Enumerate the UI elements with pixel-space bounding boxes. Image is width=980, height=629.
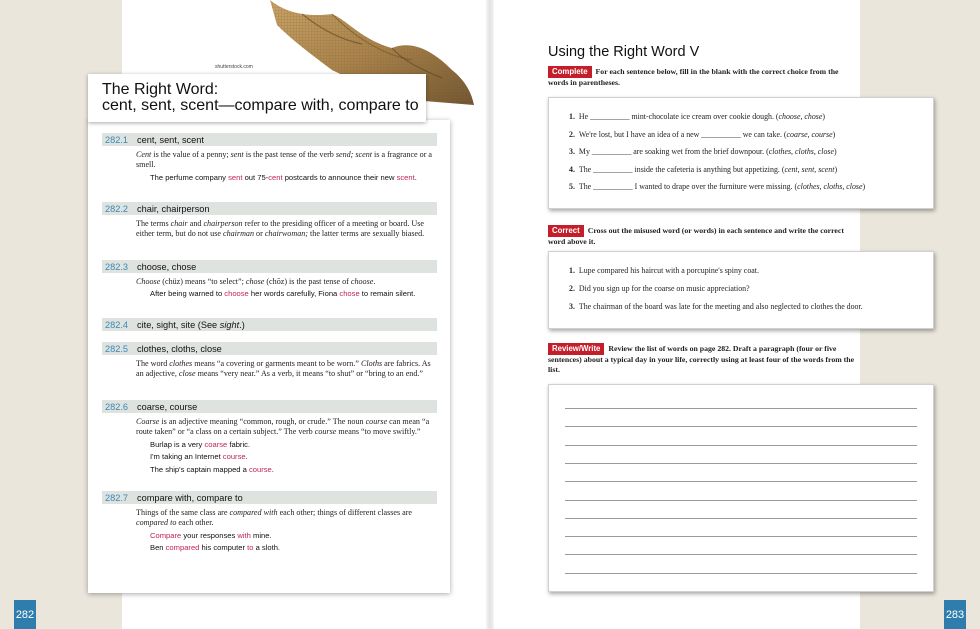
entry-header [102,491,437,504]
text-run: means “very near.” As a verb, it means “to shut” or “bring to an end.” [195,369,424,379]
entry-definition [136,508,436,529]
italic-term: chose [245,277,265,286]
correct-label: Correct [548,225,584,237]
highlighted-word: choose [224,289,249,299]
item-number: 2. [569,284,575,293]
text-run: (chüz) means “to select”; [160,277,246,286]
page-number-right: 283 [944,600,966,629]
item-text: The chairman of the board was late for the meeting and also neglected to clothes the door. [578,302,863,311]
item-number: 3. [569,302,575,311]
entry-282-5 [102,342,437,380]
entry-definition [136,359,436,380]
entry-282-1 [102,133,437,183]
correct-box [548,251,934,329]
text-run: and [187,219,204,228]
text-run: I'm taking an Internet [150,452,223,462]
entry-header [102,400,437,413]
highlighted-word: with [237,530,251,540]
page-number-left: 282 [14,600,36,629]
highlighted-word: compared [165,543,200,553]
highlighted-word: cent [268,172,283,182]
writing-line [565,554,917,555]
text-run: Things of the same class are [136,508,230,517]
title-card [88,74,426,122]
entry-title-text: choose, chose [137,261,197,272]
complete-label: Complete [548,66,592,78]
example-sentence [150,465,430,476]
italic-term: chairperson [203,219,243,228]
italic-term: close [178,369,196,379]
complete-item [569,182,865,191]
entry-title-text: cent, sent, scent [137,134,204,145]
text-run: Ben [150,543,166,553]
entry-number: 282.6 [105,401,128,412]
text-run: ) [822,112,825,121]
text-run: The __________ I wanted to drape over the furniture were missing. ( [578,182,798,191]
italic-term: Cent [136,150,152,159]
entry-title-italic: sight [219,319,240,330]
review-instruction: Review the list of words on page 282. Draft a paragraph (four or five sentences) about a typical day in your life, correctly using at least four of the words from the list. [548,344,855,374]
writing-line [565,408,917,409]
text-run: ) [834,164,838,174]
entry-282-4 [102,318,437,331]
text-run: can mean “a route taken” or “a class on a certain subject.” The verb [136,417,430,437]
italic-term: coarse, course [786,129,833,139]
text-run: . [414,172,417,182]
complete-item [569,130,835,139]
entry-title [137,402,197,412]
text-run: postcards to announce their new [282,172,397,182]
entry-title-text: clothes, cloths, close [137,343,222,354]
text-run: He __________ mint-chocolate ice cream over cookie dough. ( [578,112,779,121]
page-title [88,74,426,114]
text-run: each other; things of different classes are [277,508,413,517]
entry-definition [136,219,436,240]
text-run: . [271,465,274,474]
item-number: 5. [569,182,575,191]
example-sentence [150,452,430,463]
italic-term: Cloths [361,359,383,368]
item-number: 2. [569,129,575,139]
highlighted-word: course [222,452,246,462]
item-number: 4. [569,164,575,174]
text-run: . [245,452,248,462]
complete-item [569,165,837,174]
italic-term: course [365,417,388,426]
example-sentence [150,531,430,542]
highlighted-word: coarse [204,439,228,449]
text-run: ) [832,129,836,139]
writing-line [565,573,917,574]
entry-definition [136,150,436,171]
text-run: is an adjective meaning “common, rough, or crude.” The noun [159,417,366,426]
text-run: are fabrics. As an adjective, [136,359,431,379]
text-run: fabric. [227,439,251,449]
italic-term: sent [230,150,244,159]
writing-box[interactable] [548,384,934,592]
entry-header [102,318,437,331]
title-line-1: The Right Word: [102,81,219,98]
writing-line [565,518,917,519]
writing-line [565,463,917,464]
item-number: 1. [569,266,575,275]
italic-term: cent, sent, scent [784,164,835,174]
entry-number: 282.4 [105,319,128,330]
entry-title [137,204,210,214]
entry-title [137,493,243,503]
entry-number: 282.1 [105,134,128,145]
entry-header [102,342,437,355]
complete-item [569,112,825,121]
text-run: My __________ are soaking wet from the brief downpour. ( [578,147,769,156]
text-run: his computer [199,543,248,553]
text-run: your responses [181,530,238,540]
text-run: ) [862,182,866,191]
writing-line [565,500,917,501]
text-run: The perfume company [150,172,229,182]
text-run: The terms [136,219,171,228]
entry-title-end: .) [239,319,245,330]
text-run: or [254,229,265,239]
writing-line [565,536,917,537]
entry-title-text: cite, sight, site (See [137,319,220,330]
highlighted-word: course [248,465,272,474]
text-run: mine. [250,530,272,540]
highlighted-word: to [247,543,254,553]
italic-term: choose, chose [778,112,823,121]
text-run: We're lost, but I have an idea of a new __________ we can take. ( [578,129,787,139]
correct-instruction-block [548,225,858,247]
highlighted-word: sent [228,172,243,182]
entry-282-6 [102,400,437,476]
item-text: Lupe compared his haircut with a porcupine's spiny coat. [578,266,759,275]
italic-term: clothes [169,359,193,368]
text-run: to remain silent. [359,289,416,299]
highlighted-word: Compare [150,530,182,540]
italic-term: chairman [223,229,255,239]
text-run: is a fragrance or a smell. [136,150,433,170]
text-run: . [373,277,376,286]
text-run: ) [834,147,837,156]
entry-title-text: coarse, course [137,401,198,412]
entry-number: 282.2 [105,203,128,214]
correct-item [569,284,750,293]
italic-term: chair [170,219,188,228]
photo-credit: shutterstock.com [215,64,253,70]
italic-term: chairwoman; [264,229,308,239]
correct-item [569,302,863,311]
title-line-2: cent, sent, scent—compare with, compare to [102,97,419,114]
entry-282-3 [102,260,437,300]
text-run: After being warned to [150,289,225,299]
example-sentence [150,173,430,184]
entry-title [137,320,245,330]
item-text: Did you sign up for the coarse on music appreciation? [578,284,750,293]
text-run: The word [136,359,170,368]
example-sentence [150,289,430,300]
writing-line [565,481,917,482]
entry-282-2 [102,202,437,240]
entry-title-text: compare with, compare to [137,492,243,503]
highlighted-word: scent [396,172,415,182]
text-run: is the past tense of the verb [243,150,336,159]
writing-line [565,445,917,446]
entry-header [102,133,437,146]
text-run: a sloth. [253,543,281,553]
entry-number: 282.5 [105,343,128,354]
italic-term: clothes, cloths, close [797,182,863,191]
italic-term: clothes, cloths, close [768,147,835,156]
text-run: means “a covering or garments meant to be worn.” [192,359,361,368]
entry-title [137,135,204,145]
entry-282-7 [102,491,437,554]
complete-box [548,97,934,209]
italic-term: Coarse [136,417,160,426]
text-run: Burlap is a very [150,439,205,449]
highlighted-word: chose [339,289,360,299]
entry-definition [136,417,436,438]
example-sentence [150,440,430,451]
italic-term: compared to [136,518,177,528]
text-run: out 75- [242,172,269,182]
text-run: (chōz) is the past tense of [264,277,351,286]
entry-header [102,260,437,273]
entry-header [102,202,437,215]
review-instruction-block [548,343,858,375]
text-run: The __________ inside the cafeteria is anything but appetizing. ( [578,164,785,174]
text-run: The ship's captain mapped a [150,465,249,474]
complete-instruction: For each sentence below, fill in the blank with the correct choice from the words in parentheses. [548,67,839,87]
writing-line [565,426,917,427]
correct-item [569,266,759,275]
entry-title [137,262,196,272]
exercise-title: Using the Right Word V [548,44,700,60]
italic-term: choose [350,277,374,286]
italic-term: Choose [136,277,161,286]
book-gutter [486,0,494,629]
complete-item [569,147,837,156]
text-run: the latter terms are sexually biased. [308,229,425,239]
entry-number: 282.7 [105,492,128,503]
entry-title [137,344,222,354]
correct-instruction: Cross out the misused word (or words) in each sentence and write the correct word above it. [548,226,844,246]
italic-term: compared with [229,508,278,517]
complete-instruction-block [548,66,858,88]
italic-term: course [314,427,337,437]
text-run: is the value of a penny; [151,150,231,159]
text-run: her words carefully, Fiona [248,289,340,299]
entry-definition [136,277,436,287]
text-run: refer to the presiding officer of a meeting or board. Use either term, but do not use [136,219,425,239]
item-number: 1. [569,112,575,121]
entry-title-text: chair, chairperson [137,203,210,214]
example-sentence [150,543,430,554]
text-run: each other. [176,518,214,528]
entry-number: 282.3 [105,261,128,272]
text-run: means “to move swiftly.” [336,427,421,437]
item-number: 3. [569,147,575,156]
review-write-label: Review/Write [548,343,604,355]
italic-term: send; scent [335,150,373,159]
